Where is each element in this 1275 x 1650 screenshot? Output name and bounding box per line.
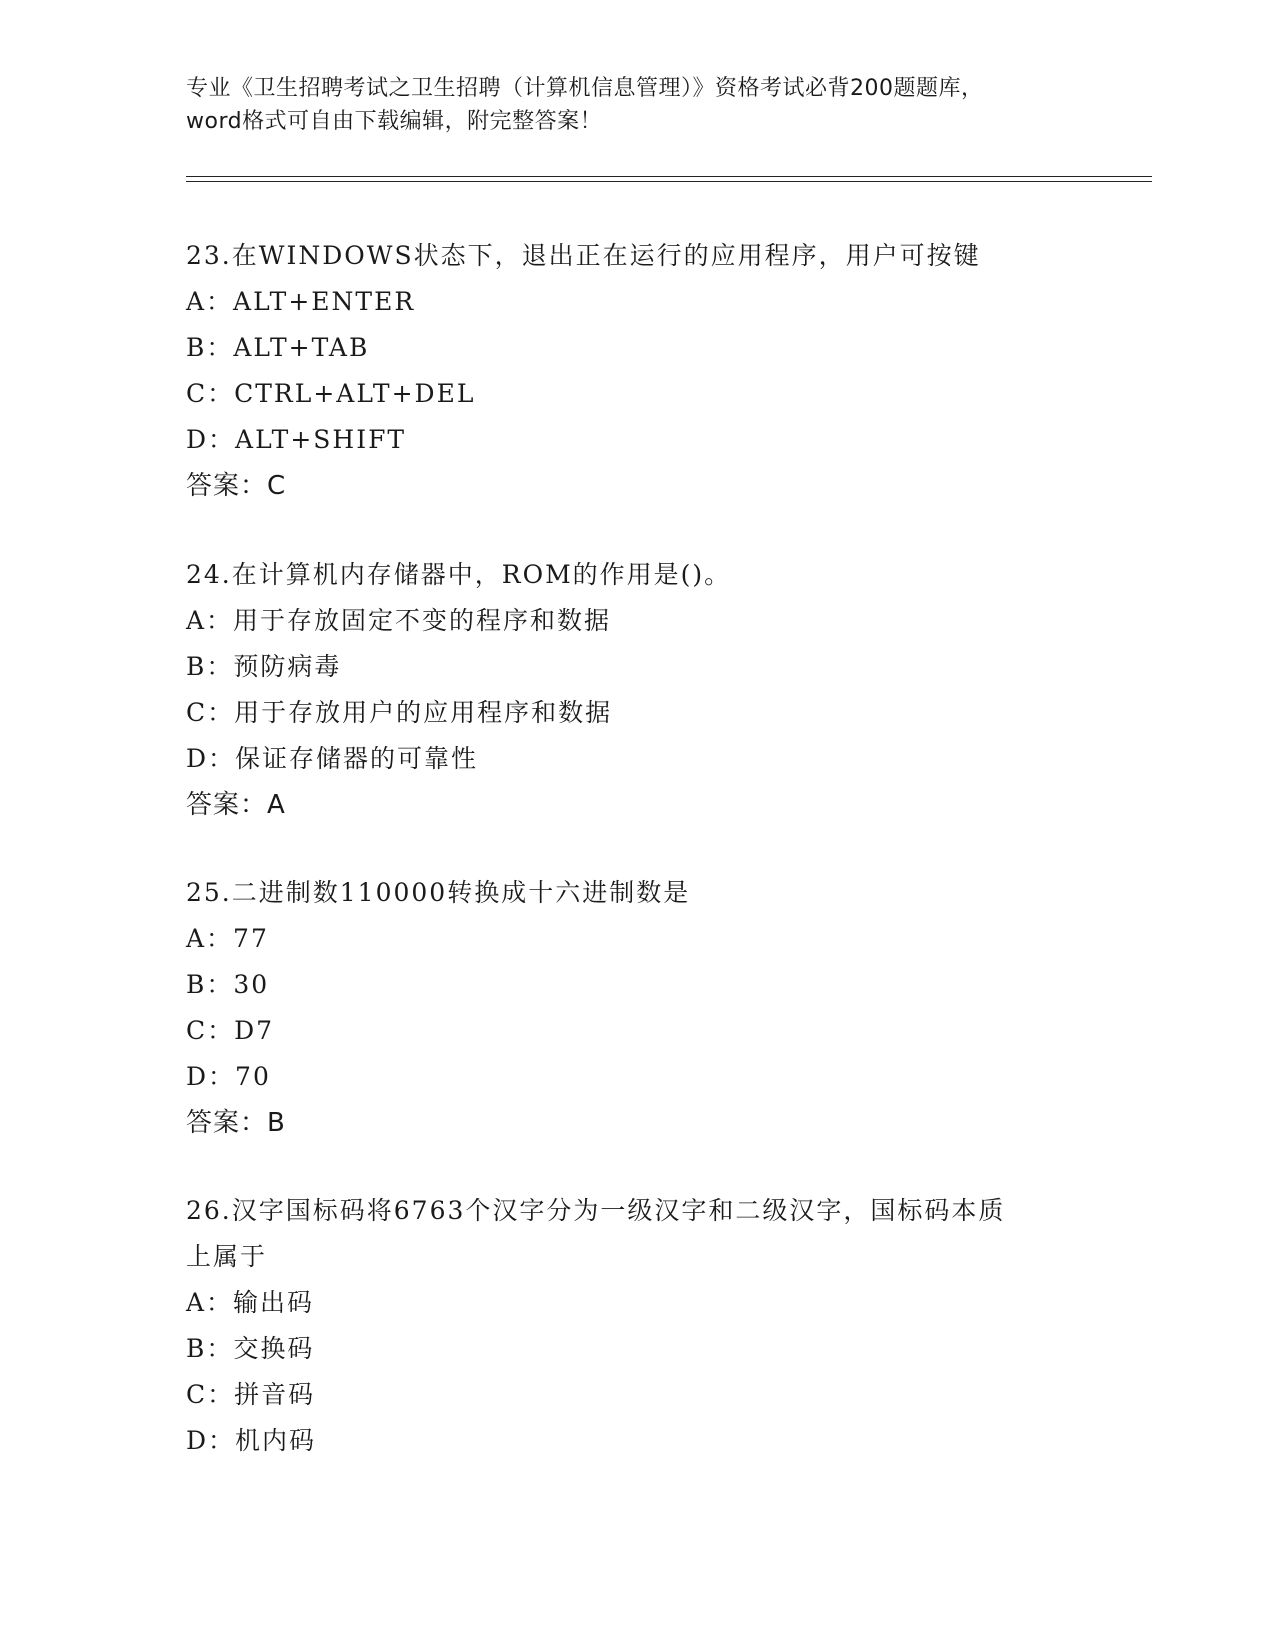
question-24 <box>186 552 1086 828</box>
header-line-2: word格式可自由下载编辑，附完整答案！ <box>186 109 603 134</box>
question-title-line-1: 26.汉字国标码将6763个汉字分为一级汉字和二级汉字，国标码本质 <box>186 1196 1006 1225</box>
option-c: C：用于存放用户的应用程序和数据 <box>186 698 613 727</box>
question-title: 24.在计算机内存储器中，ROM的作用是()。 <box>186 560 732 589</box>
document-header <box>186 72 1086 138</box>
option-d: D：保证存储器的可靠性 <box>186 744 479 773</box>
option-d: D：机内码 <box>186 1426 317 1455</box>
question-25 <box>186 870 1086 1146</box>
option-c: C：CTRL+ALT+DEL <box>186 379 476 408</box>
question-title-line-2: 上属于 <box>186 1242 268 1271</box>
option-b: B：ALT+TAB <box>186 333 370 362</box>
question-title: 25.二进制数110000转换成十六进制数是 <box>186 878 691 907</box>
option-b: B：预防病毒 <box>186 652 342 681</box>
question-23 <box>186 233 1086 509</box>
option-a: A：ALT+ENTER <box>186 287 416 316</box>
answer: 答案：B <box>186 1108 286 1138</box>
header-line-1: 专业《卫生招聘考试之卫生招聘（计算机信息管理）》资格考试必背200题题库， <box>186 76 984 101</box>
answer: 答案：C <box>186 471 287 501</box>
option-a: A：77 <box>186 924 269 953</box>
question-title: 23.在WINDOWS状态下，退出正在运行的应用程序，用户可按键 <box>186 241 981 270</box>
answer: 答案：A <box>186 790 286 820</box>
option-c: C：拼音码 <box>186 1380 316 1409</box>
option-b: B：交换码 <box>186 1334 315 1363</box>
option-d: D：70 <box>186 1062 271 1091</box>
option-d: D：ALT+SHIFT <box>186 425 407 454</box>
header-divider-bottom <box>186 181 1152 182</box>
option-a: A：输出码 <box>186 1288 315 1317</box>
option-a: A：用于存放固定不变的程序和数据 <box>186 606 612 635</box>
question-26 <box>186 1188 1086 1464</box>
option-b: B：30 <box>186 970 270 999</box>
option-c: C：D7 <box>186 1016 275 1045</box>
header-divider-top <box>186 176 1152 177</box>
